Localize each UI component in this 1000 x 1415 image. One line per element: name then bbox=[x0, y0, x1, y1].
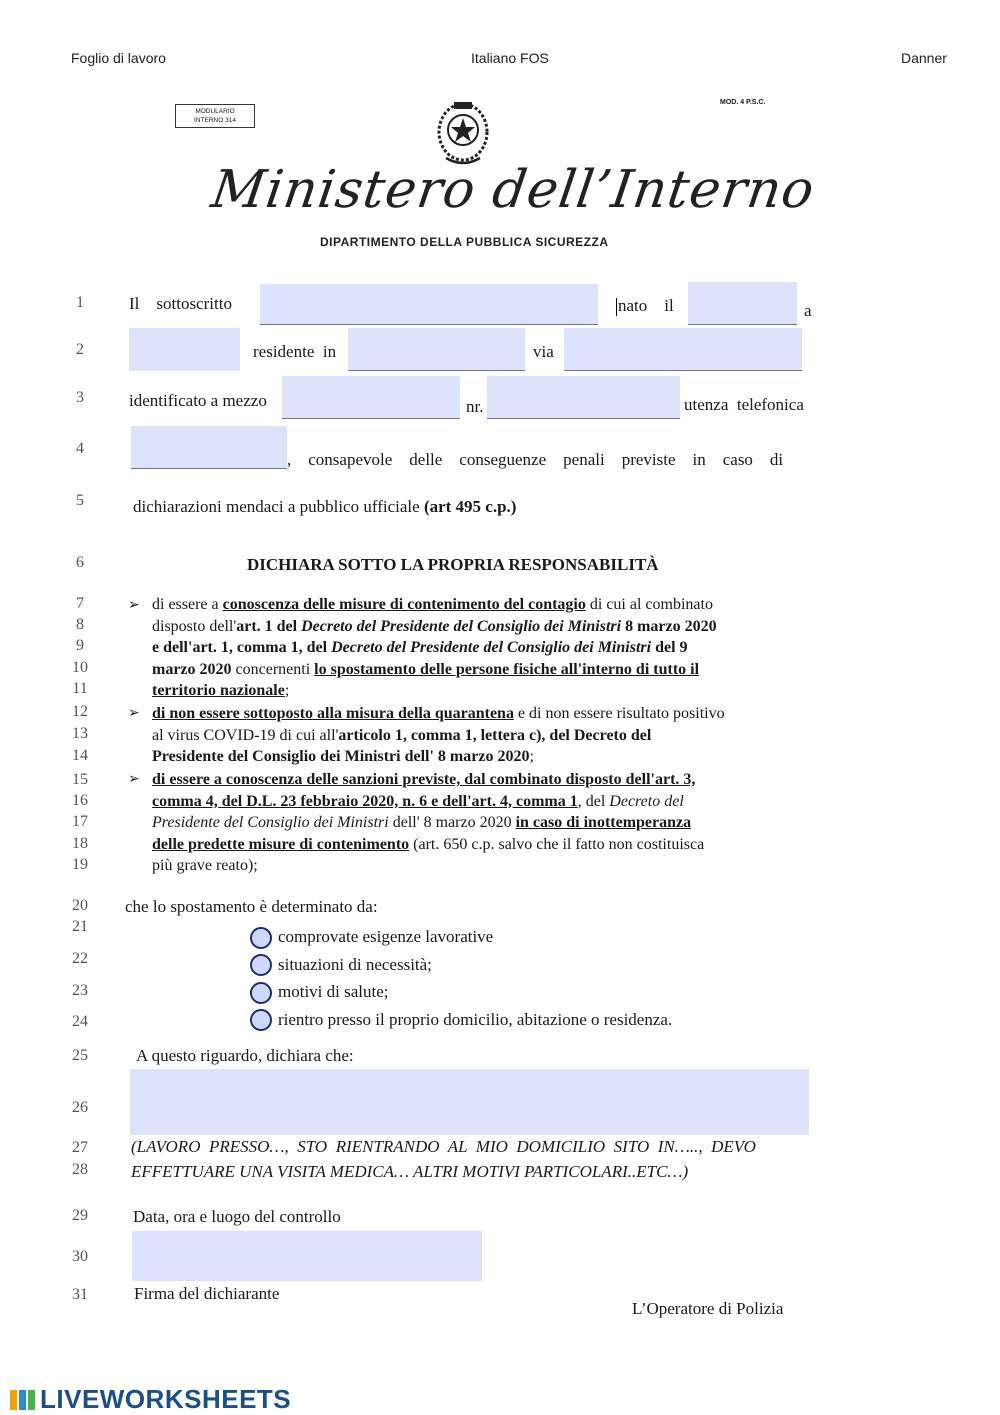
text: di essere a conoscenza delle sanzioni previste, dal combinato disposto dell'art. 3, bbox=[152, 771, 696, 788]
birthplace-field[interactable] bbox=[129, 328, 240, 371]
declaration-3 bbox=[152, 769, 802, 877]
liveworksheets-logo bbox=[10, 1384, 291, 1415]
reason-radio-health[interactable] bbox=[250, 982, 272, 1004]
line-number: 12 bbox=[72, 703, 88, 720]
liveworksheets-text: LIVEWORKSHEETS bbox=[40, 1384, 292, 1414]
reason-radio-necessity[interactable] bbox=[250, 954, 272, 976]
text: Decreto del bbox=[609, 792, 684, 810]
text: dell' 8 marzo 2020 bbox=[388, 814, 516, 832]
line-number: 2 bbox=[76, 341, 84, 358]
text: di essere a bbox=[152, 596, 223, 613]
text: articolo 1, comma 1, lettera c), del Decreto del bbox=[338, 726, 652, 744]
line-number: 27 bbox=[72, 1139, 88, 1156]
label-nato-il: nato il bbox=[618, 296, 674, 315]
bullet-arrow-icon: ➢ bbox=[128, 706, 140, 721]
label-utenza: utenza telefonica bbox=[684, 395, 804, 414]
label-identificato: identificato a mezzo bbox=[129, 391, 267, 410]
example-line-2: EFFETTUARE UNA VISITA MEDICA… ALTRI MOTIVI PARTICOLARI..ETC…) bbox=[131, 1162, 689, 1181]
reason-radio-home[interactable] bbox=[250, 1009, 272, 1031]
line-number: 6 bbox=[76, 554, 84, 571]
line-number: 10 bbox=[72, 659, 88, 676]
line-number: 5 bbox=[76, 492, 84, 509]
modulario-stamp bbox=[175, 104, 255, 128]
declaration-1 bbox=[152, 594, 802, 702]
label-a: a bbox=[804, 301, 812, 320]
label-nato-il-wrap bbox=[616, 296, 674, 316]
text: Presidente del Consiglio dei Ministri dell' 8 marzo 2020 bbox=[152, 748, 530, 766]
mod-code: MOD. 4 P.S.C. bbox=[720, 99, 766, 106]
text: marzo 2020 bbox=[152, 660, 232, 678]
line-number: 20 bbox=[72, 897, 88, 914]
line-number: 15 bbox=[72, 771, 88, 788]
text: del 9 bbox=[651, 639, 688, 657]
text: al virus COVID-19 di cui all' bbox=[152, 726, 339, 744]
street-field[interactable] bbox=[564, 328, 802, 371]
line-number: 19 bbox=[72, 856, 88, 873]
name-field[interactable] bbox=[260, 284, 598, 325]
line-number: 9 bbox=[76, 637, 84, 654]
liveworksheets-icon bbox=[10, 1388, 36, 1412]
label-mendaci: dichiarazioni mendaci a pubblico ufficiale bbox=[133, 497, 420, 516]
line-number: 16 bbox=[72, 792, 88, 809]
label-operatore: L’Operatore di Polizia bbox=[632, 1299, 784, 1318]
date-place-field[interactable] bbox=[132, 1231, 482, 1281]
birthdate-field[interactable] bbox=[688, 282, 797, 325]
text: art. 1 del bbox=[236, 617, 302, 635]
line-number: 7 bbox=[76, 595, 84, 612]
text: concernenti bbox=[231, 660, 315, 678]
reason-label-home: rientro presso il proprio domicilio, abitazione o residenza. bbox=[278, 1010, 673, 1029]
line-number: 28 bbox=[72, 1161, 88, 1178]
line-number: 25 bbox=[72, 1047, 88, 1064]
line-number: 30 bbox=[72, 1248, 88, 1265]
line-number: 22 bbox=[72, 950, 88, 967]
label-residente: residente in bbox=[253, 342, 337, 361]
text: in caso di inottemperanza bbox=[515, 814, 692, 832]
ministry-title: Ministero dell’Interno bbox=[207, 160, 819, 220]
line-number: 8 bbox=[76, 616, 84, 633]
text: più grave reato); bbox=[152, 857, 258, 875]
reason-label-health: motivi di salute; bbox=[278, 982, 389, 1001]
stamp-line2: INTERNO 314 bbox=[194, 117, 236, 124]
line-number: 3 bbox=[76, 389, 84, 406]
text: territorio nazionale bbox=[152, 682, 285, 700]
header-right: Danner bbox=[901, 50, 947, 66]
label-data-ora: Data, ora e luogo del controllo bbox=[133, 1207, 341, 1226]
text: e di non essere risultato positivo bbox=[513, 705, 725, 722]
line-number: 21 bbox=[72, 918, 88, 935]
text: comma 4, del D.L. 23 febbraio 2020, n. 6 e dell'art. 4, comma 1 bbox=[152, 792, 578, 810]
line-number: 4 bbox=[76, 440, 84, 457]
text-cursor bbox=[616, 298, 617, 316]
text: di cui al combinato bbox=[585, 596, 713, 613]
residence-field[interactable] bbox=[348, 328, 525, 371]
text: Decreto del Presidente del Consiglio dei Ministri bbox=[331, 639, 652, 657]
header-left: Foglio di lavoro bbox=[71, 50, 166, 66]
declaration-heading: DICHIARA SOTTO LA PROPRIA RESPONSABILITÀ bbox=[247, 555, 659, 574]
line-number: 31 bbox=[72, 1286, 88, 1303]
line-number: 14 bbox=[72, 747, 88, 764]
label-mendaci-ref: (art 495 c.p.) bbox=[423, 497, 517, 516]
example-line-1: (LAVORO PRESSO…, STO RIENTRANDO AL MIO DOMICILIO SITO IN….., DEVO bbox=[131, 1137, 756, 1156]
text: ; bbox=[284, 682, 290, 700]
line-number: 11 bbox=[72, 680, 88, 697]
text: (art. 650 c.p. salvo che il fatto non costituisca bbox=[409, 835, 705, 853]
bullet-arrow-icon: ➢ bbox=[128, 772, 140, 787]
text: Decreto del Presidente del Consiglio dei Ministri bbox=[301, 617, 622, 635]
label-riguardo: A questo riguardo, dichiara che: bbox=[136, 1046, 354, 1065]
label-spostamento: che lo spostamento è determinato da: bbox=[125, 897, 378, 916]
justification-field[interactable] bbox=[130, 1069, 809, 1135]
stamp-line1: MODULARIO bbox=[195, 108, 235, 115]
text: disposto dell' bbox=[152, 617, 237, 635]
text: di non essere sottoposto alla misura della quarantena bbox=[152, 705, 514, 722]
document-type-field[interactable] bbox=[282, 376, 460, 419]
label-sottoscritto: Il sottoscritto bbox=[129, 294, 232, 313]
line-number: 18 bbox=[72, 835, 88, 852]
text: Presidente del Consiglio dei Ministri bbox=[152, 814, 389, 832]
reason-label-work: comprovate esigenze lavorative bbox=[278, 927, 494, 946]
reason-radio-work[interactable] bbox=[250, 927, 272, 949]
header-center: Italiano FOS bbox=[471, 50, 549, 66]
line-number: 23 bbox=[72, 982, 88, 999]
phone-field[interactable] bbox=[131, 426, 287, 469]
label-via: via bbox=[533, 342, 554, 361]
line-number: 24 bbox=[72, 1013, 88, 1030]
text: delle predette misure di contenimento bbox=[152, 835, 410, 853]
label-firma: Firma del dichiarante bbox=[134, 1284, 280, 1303]
mendaci-line bbox=[133, 497, 516, 517]
text: conoscenza delle misure di contenimento del contagio bbox=[222, 596, 586, 613]
line-number: 17 bbox=[72, 813, 88, 830]
document-number-field[interactable] bbox=[487, 376, 680, 419]
line-number: 29 bbox=[72, 1207, 88, 1224]
declaration-2 bbox=[152, 703, 802, 768]
bullet-arrow-icon: ➢ bbox=[128, 598, 140, 613]
line-number: 13 bbox=[72, 725, 88, 742]
reason-label-necessity: situazioni di necessità; bbox=[278, 955, 432, 974]
label-consapevole: , consapevole delle conseguenze penali previste in caso di bbox=[287, 450, 784, 469]
line-number: 26 bbox=[72, 1099, 88, 1116]
department-title: DIPARTIMENTO DELLA PUBBLICA SICUREZZA bbox=[320, 235, 609, 249]
text: ; bbox=[529, 748, 534, 766]
text: 8 marzo 2020 bbox=[621, 617, 717, 635]
label-nr: nr. bbox=[466, 397, 484, 416]
text: , del bbox=[577, 792, 610, 810]
emblem-icon bbox=[432, 96, 494, 170]
line-number: 1 bbox=[76, 294, 84, 311]
text: e dell'art. 1, comma 1, del bbox=[152, 639, 332, 657]
text: lo spostamento delle persone fisiche all'interno di tutto il bbox=[314, 660, 700, 678]
